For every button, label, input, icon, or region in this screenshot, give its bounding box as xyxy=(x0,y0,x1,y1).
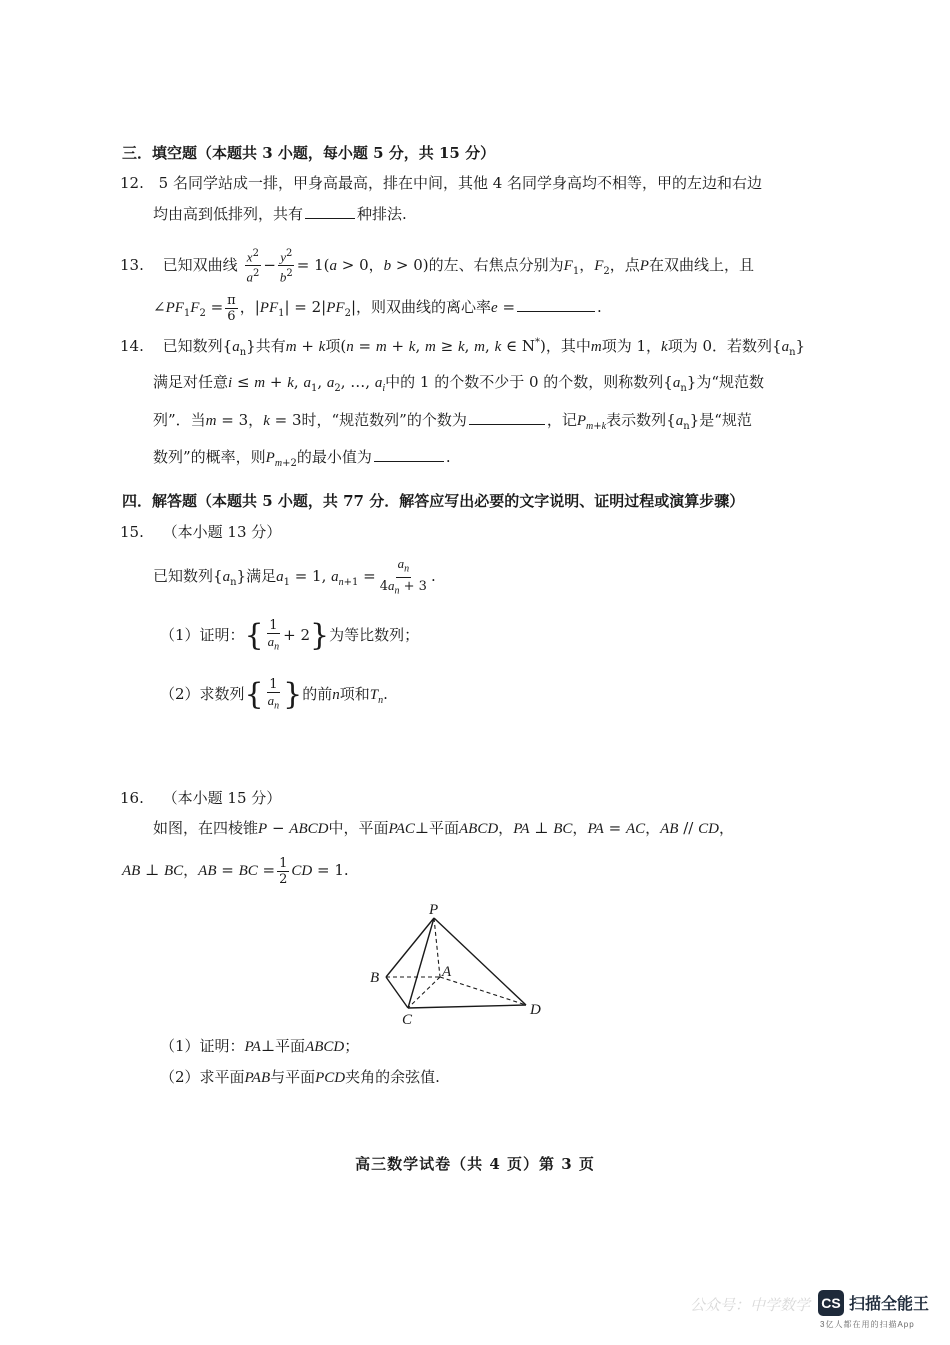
question-16-part-2-text-1: （2）求平面 xyxy=(160,1068,245,1086)
question-14-text-10: 列”．当 xyxy=(153,411,206,429)
period: . xyxy=(597,298,602,316)
label-B: B xyxy=(370,970,380,986)
half-fraction: $\frac{1}{2}$ xyxy=(279,855,288,887)
question-14-text-12: ，记 xyxy=(546,411,577,429)
question-13-text-1: 已知双曲线 xyxy=(162,255,238,274)
camscanner-logo: CS xyxy=(818,1290,844,1316)
edge-BC xyxy=(386,977,408,1008)
question-14-text-4: ，其中 xyxy=(545,337,591,355)
hyperbola-x-term: $\frac{x^2}{a^2}$ xyxy=(246,248,260,285)
question-13-text-2: 的左、右焦点分别为 xyxy=(428,255,564,274)
question-15-part-2-text-2: 项和 xyxy=(339,685,370,703)
question-16-part-1: （1）证明：PA⊥平面ABCD； xyxy=(160,1037,360,1055)
answer-blank xyxy=(469,410,545,425)
edge-PB xyxy=(386,918,434,977)
question-13-text-5: ，则双曲线的离心率 xyxy=(356,298,492,316)
question-16-part-2-text-3: 夹角的余弦值. xyxy=(345,1068,440,1086)
question-13-line-1: 13. 已知双曲线 $\frac{x^2}{a^2}$ − $\frac{y^2}{b^2}$ = 1(a > 0，b > 0)的左、右焦点分别为$F_1$，$F_2$，点P在双曲线上，且 xyxy=(120,248,754,285)
question-16-stem-line-2: AB ⊥ BC，AB = BC = $\frac{1}{2}$ CD = 1. xyxy=(122,855,349,887)
question-15-text-2: 满足 xyxy=(246,567,277,586)
question-15-part-1-label: （1）证明： xyxy=(160,626,245,644)
period: . xyxy=(343,861,349,879)
answer-blank xyxy=(374,447,444,462)
reciprocal-fraction: $\frac{1}{a_n}$ xyxy=(267,676,280,712)
label-D: D xyxy=(530,1002,541,1018)
question-15-part-2: （2）求数列{ $\frac{1}{a_n}$ }的前n项和$T_n$. xyxy=(160,676,388,712)
question-13-number: 13. xyxy=(120,255,144,274)
question-16-text-3: ⊥平面 xyxy=(414,819,459,837)
question-15-part-1: （1）证明：{ $\frac{1}{a_n}$ + 2}为等比数列； xyxy=(160,617,420,653)
question-12-text-1: 5 名同学站成一排，甲身高最高，排在中间，其他 4 名同学身高均不相等，甲的左边和右边 xyxy=(158,174,763,192)
label-C: C xyxy=(402,1012,413,1028)
comma: ， xyxy=(498,819,514,837)
question-12-line-2 xyxy=(153,204,407,224)
question-16-points: （本小题 15 分） xyxy=(162,789,282,807)
question-14-text-15: 数列”的概率，则 xyxy=(153,448,266,466)
question-14-line-3: 列”．当m = 3，k = 3时，“规范数列”的个数为 ，记$P_{m+k}$表示数列$\{a_n\}$是“规范 xyxy=(153,411,752,432)
edge-AD xyxy=(440,977,526,1005)
question-12-text-2: 均由高到低排列，共有 xyxy=(153,205,304,223)
question-14-text-3: 项 xyxy=(325,337,341,355)
question-14-text-14: 是“规范 xyxy=(699,411,752,429)
question-14-text-8: 中的 1 的个数不少于 0 的个数，则称数列 xyxy=(385,373,664,391)
question-15-part-2-text-1: 的前 xyxy=(302,685,333,703)
question-14-text-13: 表示数列 xyxy=(606,411,667,429)
question-14-line-4: 数列”的概率，则$P_{m+2}$的最小值为 . xyxy=(153,448,451,469)
pyramid-figure xyxy=(360,898,560,1028)
question-14-text-9: 为“规范数 xyxy=(696,373,765,391)
question-16-part-1-text: ⊥平面 xyxy=(260,1037,306,1055)
question-14-text-11: 时，“规范数列”的个数为 xyxy=(301,411,467,429)
answer-blank xyxy=(305,204,355,219)
period: . xyxy=(383,685,388,703)
answer-blank xyxy=(517,297,595,312)
hyperbola-y-term: $\frac{y^2}{b^2}$ xyxy=(279,248,293,285)
question-15-stem: 已知数列$\{a_n\}$满足$a_1 = 1$, $a_{n+1}$ = $\frac{a_n}{4a_n + 3}$ . xyxy=(153,556,436,597)
question-14-text-2: 共有 xyxy=(255,337,286,355)
recurrence-fraction: $\frac{a_n}{4a_n + 3}$ xyxy=(379,556,427,597)
angle-fraction: $\frac{\pi}{6}$ xyxy=(227,292,236,324)
comma: ， xyxy=(248,411,264,429)
period: . xyxy=(445,448,451,466)
question-14-number: 14. xyxy=(120,337,144,355)
page-footer: 高三数学试卷（共 4 页）第 3 页 xyxy=(355,1155,595,1173)
question-16-header xyxy=(120,788,281,808)
watermark-text: 公众号：中学数学 xyxy=(690,1296,811,1314)
edge-PC xyxy=(408,918,434,1008)
question-14-text-7: 满足对任意 xyxy=(153,373,229,391)
question-12-text-3: 种排法. xyxy=(357,205,407,223)
question-15-number: 15. xyxy=(120,523,144,541)
edge-PA xyxy=(434,918,440,977)
question-13-line-2: $\angle PF_1F_2$ = $\frac{\pi}{6}$ ，$|PF_1| = 2|PF_2|$，则双曲线的离心率e = . xyxy=(153,292,602,324)
question-16-text-1: 如图，在四棱锥 xyxy=(153,819,259,837)
question-14-text-5: 项为 1， xyxy=(601,337,662,355)
question-13-text-4: 在双曲线上，且 xyxy=(648,255,754,274)
question-15-text-1: 已知数列 xyxy=(153,567,214,586)
reciprocal-fraction: $\frac{1}{a_n}$ xyxy=(267,617,280,653)
question-13-text-3: ，点 xyxy=(609,255,640,274)
period: . xyxy=(430,567,436,586)
label-P: P xyxy=(429,902,439,918)
question-15-part-1-text: 为等比数列； xyxy=(329,626,420,644)
question-16-number: 16. xyxy=(120,789,144,807)
section-3-heading: 三．填空题（本题共 3 小题，每小题 5 分，共 15 分） xyxy=(122,144,496,162)
question-16-part-2: （2）求平面PAB与平面PCD夹角的余弦值. xyxy=(160,1068,440,1086)
question-14-line-2: 满足对任意i ≤ m + k, $a_1$, $a_2$, …, $a_i$中的 1 的个数不少于 0 的个数，则称数列$\{a_n\}$为“规范数 xyxy=(153,373,765,394)
question-14-text-16: 的最小值为 xyxy=(296,448,372,466)
edge-CD xyxy=(408,1005,526,1008)
question-14-text-6: 项为 0．若数列 xyxy=(667,337,773,355)
question-12-number: 12. xyxy=(120,174,144,192)
question-15-part-2-label: （2）求数列 xyxy=(160,685,245,703)
edge-PD xyxy=(434,918,526,1005)
question-14-line-1: 14. 已知数列$\{a_n\}$共有m + k项(n = m + k, m ≥ k, m, k ∈ N*)，其中m项为 1，k项为 0．若数列$\{a_n\}$ xyxy=(120,337,806,358)
question-15-header xyxy=(120,522,281,542)
section-4-heading: 四．解答题（本题共 5 小题，共 77 分．解答应写出必要的文字说明、证明过程或演算步骤） xyxy=(122,492,745,510)
question-12-line-1 xyxy=(120,173,762,193)
label-A: A xyxy=(442,964,452,980)
question-16-stem-line-1: 如图，在四棱锥P − ABCD中，平面PAC⊥平面ABCD，PA ⊥ BC，PA = AC，AB // CD， xyxy=(153,819,734,837)
question-14-text-1: 已知数列 xyxy=(162,337,223,355)
question-15-points: （本小题 13 分） xyxy=(162,523,282,541)
question-16-part-1-label: （1）证明： xyxy=(160,1037,245,1055)
question-16-text-2: 中，平面 xyxy=(328,819,389,837)
camscanner-name: 扫描全能王 xyxy=(849,1296,930,1313)
question-16-part-2-text-2: 与平面 xyxy=(270,1068,316,1086)
camscanner-tagline: 3亿人都在用的扫描App xyxy=(820,1320,915,1329)
